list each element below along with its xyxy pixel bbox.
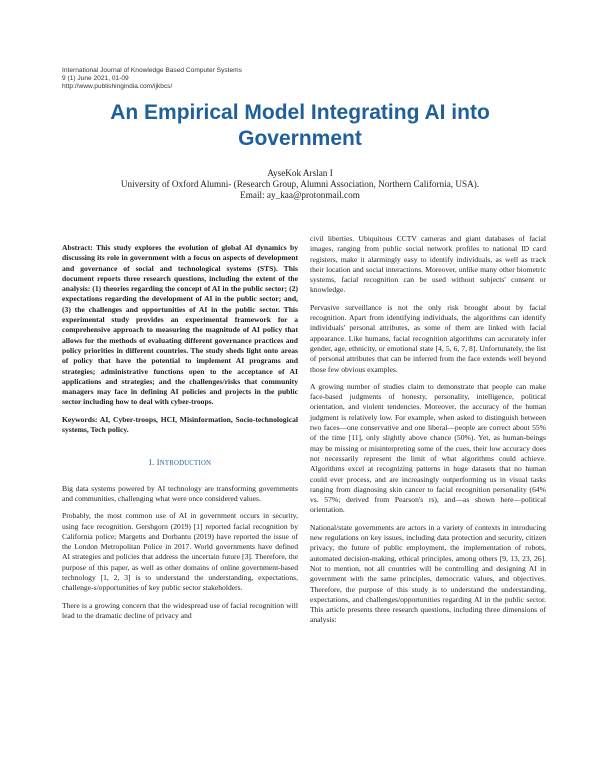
paragraph: civil liberties. Ubiquitous CCTV cameras and giant databases of facial images, ranging from public social network profiles to national ID card registers, make it alarmingly easy to identify individuals, as well as track their location and social interactions. Moreover, unlike many other biometric systems, facial recognition can be used without subjects' consent or knowledge.	[310, 234, 546, 295]
author-affiliation: University of Oxford Alumni- (Research Group, Alumni Association, Northern California, USA).	[120, 179, 480, 190]
section-heading-introduction	[62, 457, 298, 469]
title-line-2: Government	[238, 127, 362, 150]
author-email: Email: ay_kaa@protonmail.com	[240, 190, 360, 201]
section-numeral: I.	[148, 457, 155, 468]
paragraph: There is a growing concern that the widespread use of facial recognition will lead to the dramatic decline of privacy and	[62, 600, 298, 620]
abstract	[62, 243, 298, 408]
paragraph: National/state governments are actors in a variety of contexts in introducing new regulations on key issues, including data protection and security, citizen privacy, the future of public employment, the implementation of robots, automated decision-making, ethical principles, among others [9, 13, 23, 26]. Not to mention, not all countries will be controlling and designing AI in government with the same principles, democratic values, and objectives. Therefore, the purpose of this study is to understand the understanding, expectations, and challenges/opportunities regarding AI in the public sector. This article presents three research questions, including three dimensions of analysis:	[310, 522, 546, 625]
keywords	[62, 415, 298, 436]
journal-issue: 9 (1) June 2021, 01-09	[62, 75, 129, 82]
paragraph: Big data systems powered by AI technology are transforming governments and communities, challenging what were once considered values.	[62, 483, 298, 503]
author-name: AyseKok Arslan I	[267, 168, 333, 178]
section-initial: I	[156, 457, 160, 468]
paragraph: Pervasive surveillance is not the only risk brought about by facial recognition. Apart from identifying individuals, the algorithms can identify individuals' personal attributes, as some of them are linked with facial appearance. Like humans, facial recognition algorithms can accurately infer gender, age, ethnicity, or emotional state [4, 5, 6, 7, 8]. Unfortunately, the list of personal attributes that can be inferred from the face extends well beyond those few obvious examples.	[310, 302, 546, 374]
abstract-text: This study explores the evolution of global AI dynamics by discussing its role in government with a focus on aspects of development and governance of social and technological systems (STS). This document reports three research questions, including the extent of the analysis: (1) theories regarding the concept of AI in the public sector; (2) expectations regarding the development of AI in the public sector; and, (3) the challenges and opportunities of AI in the public sector. This experimental study provides an experimental framework for a comprehensive approach to measuring the magnitude of AI policy that allows for the methods of evaluating different governance practices and policy priorities in different countries. The study sheds light onto areas of policy that have the potential to implement AI programs and strategies; administrative functions open to the acceptance of AI applications and strategies; and the challenges/risks that community managers may face in defining AI policies and projects in the public sector including how to deal with cyber-troops.	[62, 243, 298, 407]
author-block	[60, 168, 540, 202]
section-rest: NTRODUCTION	[159, 460, 212, 468]
left-column	[62, 243, 298, 628]
journal-header	[62, 67, 362, 91]
right-column	[310, 234, 546, 633]
paragraph: A growing number of studies claim to demonstrate that people can make face-based judgments of honesty, personality, intelligence, political orientation, and violent tendencies. Moreover, the accuracy of the human judgment is relatively low. For example, when asked to distinguish between two faces—one conservative and one liberal—people are correct about 55% of the time [11], only slightly above chance (50%). Yet, as human-beings may be missing or misinterpreting some of the cues, their low accuracy does not necessarily represent the limit of what algorithms could achieve. Algorithms excel at recognizing patterns in huge datasets that no human could ever process, and are increasingly outperforming us in visual tasks ranging from diagnosing skin cancer to facial recognition personality (64% vs. 57%; derived from Pearson's rs), and—as shown here—political orientation.	[310, 381, 546, 515]
paper-title	[60, 100, 540, 152]
journal-url[interactable]: http://www.publishingindia.com/ijkbcs/	[62, 83, 173, 90]
journal-name: International Journal of Knowledge Based Computer Systems	[62, 67, 242, 74]
abstract-label: Abstract:	[62, 243, 93, 252]
keywords-label: Keywords:	[62, 414, 98, 424]
keywords-text: AI, Cyber-troops, HCI, Misinformation, Socio-technological systems, Tech policy.	[62, 414, 298, 435]
title-line-1: An Empirical Model Integrating AI into	[110, 101, 490, 124]
paragraph: Probably, the most common use of AI in government occurs in security, using face recognition. Gershgorn (2019) [1] reported facial recognition by California police; Margetts and Dorbantu (2019) have reported the issue of the London Metropolitan Police in 2017. World governments have defined AI strategies and policies that address the uncertain future [3]. Therefore, the purpose of this paper, as well as other domains of online government-based technology [1, 2, 3] is to understand the understanding, expectations, challenge-s/opportunities of key public sector stakeholders.	[62, 511, 298, 593]
